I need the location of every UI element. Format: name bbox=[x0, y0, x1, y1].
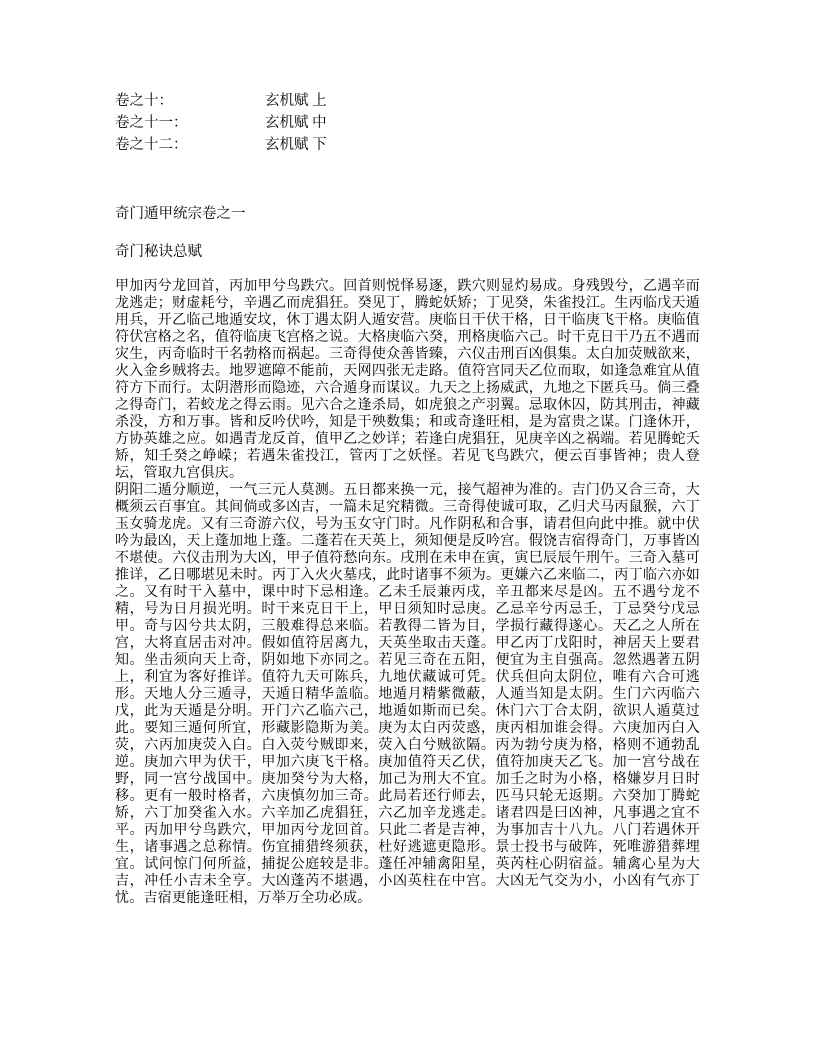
toc-volume-label: 卷之十二： bbox=[115, 137, 188, 153]
table-of-contents bbox=[115, 90, 700, 156]
toc-row-volume-11 bbox=[115, 112, 700, 134]
toc-row-volume-10 bbox=[115, 90, 700, 112]
toc-volume-label: 卷之十： bbox=[115, 93, 173, 109]
toc-volume-label: 卷之十一： bbox=[115, 115, 188, 131]
toc-row-volume-12 bbox=[115, 134, 700, 156]
toc-volume-title: 玄机赋 上 bbox=[265, 93, 327, 109]
volume-title: 奇门遁甲统宗卷之一 bbox=[115, 206, 246, 222]
paragraph-1: 甲加丙兮龙回首，丙加甲兮鸟跌穴。回首则悦怿易逐，跌穴则显灼易成。身残毁兮，乙遇辛而龙逃走；财虚耗兮，辛遇乙而虎猖狂。癸见丁，腾蛇妖矫；丁见癸，朱雀投江。生丙临戊天遁用兵，开乙临己地遁安坟，休丁遇太阴人遁安营。庚临日干伏干格，日干临庚飞干格。庚临值符伏宫格之名，值符临庚飞宫格之说。大格庚临六癸，刑格庚临六己。时干克日干乃五不遇而灾生，丙奇临时干名勃格而祸起。三奇得使众善皆臻，六仪击刑百凶俱集。太白加荧贼欲来，火入金乡贼将去。地罗遮障不能前，天网四张无走路。值符宫同天乙位而取，如逢急难宜从值符方下而行。太阴潜形而隐迹，六合遁身而谋议。九天之上扬威武，九地之下匿兵马。倘三叠之得奇门，若蛟龙之得云雨。见六合之逢杀局，如虎狼之产羽翼。忌取休囚，防其刑击，神藏杀没，方和万事。皆和反吟伏吟，知是干殃数集；和或奇逢旺相，是为富贵之谋。门逢休开，方协英雄之应。如遇青龙反首，值甲乙之妙详；若逢白虎猖狂，见庚辛凶之祸端。若见腾蛇夭矫，知壬癸之峥嵘；若遇朱雀投江，管丙丁之妖怪。若见飞鸟跌穴，便云百事皆神；贵人登坛，管取九宫俱庆。 bbox=[115, 279, 700, 481]
section-title: 奇门秘诀总赋 bbox=[115, 244, 202, 260]
toc-volume-title: 玄机赋 下 bbox=[265, 137, 327, 153]
paragraph-2: 阴阳二遁分顺逆，一气三元人莫测。五日都来换一元，接气超神为准的。吉门仍又合三奇，大概须云百事宜。其间倘或多凶吉，一篇未足究精微。三奇得使诚可取，乙归犬马丙鼠猴，六丁玉女骑龙虎。又有三奇游六仪，号为玉女守门时。凡作阴私和合事，请君但向此中推。就中伏吟为最凶，天上蓬加地上蓬。二蓬若在天英上，须知便是反吟宫。假饶吉宿得奇门，万事皆凶不堪使。六仪击刑为大凶，甲子值符愁向东。戌刑在未申在寅，寅巳辰辰午刑午。三奇入墓可推详，乙日哪堪见未时。丙丁入火火墓戌，此时诸事不须为。更嫌六乙来临二，丙丁临六亦如之。又有时干入墓中，课中时下忌相逢。乙未壬辰兼丙戌，辛丑都来尽是凶。五不遇兮龙不精，号为日月损光明。时干来克日干上，甲日须知时忌庚。乙忌辛兮丙忌壬，丁忌癸兮戊忌甲。奇与囚兮共太阴，三般难得总来临。若教得二皆为目，学损行藏得遂心。天乙之人所在宫，大将直居击对冲。假如值符居离九，天英坐取击天蓬。甲乙丙丁戊阳时，神居天上要君知。坐击须向天上奇，阴如地下亦同之。若见三奇在五阳，便宜为主自强高。忽然遇著五阴上，利宜为客好推详。值符九天可陈兵，九地伏藏诚可凭。伏兵但向太阴位，唯有六合可逃形。天地人分三遁寻，天遁日精华盖临。地遁月精紫微蔽，人遁当知是太阴。生门六丙临六戊，此为天遁是分明。开门六乙临六己，地遁如斯而已矣。休门六丁合太阴，欲识人遁莫过此。要知三遁何所宜，形藏影隐斯为美。庚为太白丙荧惑，庚丙相加谁会得。六庚加丙白入荧，六丙加庚荧入白。白入荧兮贼即来，荧入白兮贼欲隔。丙为勃兮庚为格，格则不通勃乱逆。庚加六甲为伏干，甲加六庚飞干格。庚加值符天乙伏，值符加庚天乙飞。加一宫兮战在野，同一宫兮战国中。庚加癸兮为大格，加己为刑大不宜。加壬之时为小格，格嫌岁月日时移。更有一般时格者，六庚慎勿加三奇。此局若还行师去，匹马只轮无返期。六癸加丁腾蛇矫，六丁加癸雀入水。六辛加乙虎猖狂，六乙加辛龙逃走。诸君四是曰凶神，凡事遇之宜不平。丙加甲兮鸟跌穴，甲加丙兮龙回首。只此二者是吉神，为事加吉十八九。八门若遇休开生，诸事遇之总称情。伤宜捕猎终须获，杜好逃遮更隐形。景士投书与破阵，死唯游猎葬埋宜。试问惊门何所益，捕捉公庭较是非。蓬任冲辅禽阳星，英芮柱心阴宿益。辅禽心星为大吉，冲任小吉未全亨。大凶蓬芮不堪遇，小凶英柱在中宫。大凶无气交为小，小凶有气亦丁忧。吉宿更能逢旺相，万举万全功必成。 bbox=[115, 483, 700, 906]
toc-volume-title: 玄机赋 中 bbox=[265, 115, 327, 131]
body-text bbox=[115, 278, 700, 907]
